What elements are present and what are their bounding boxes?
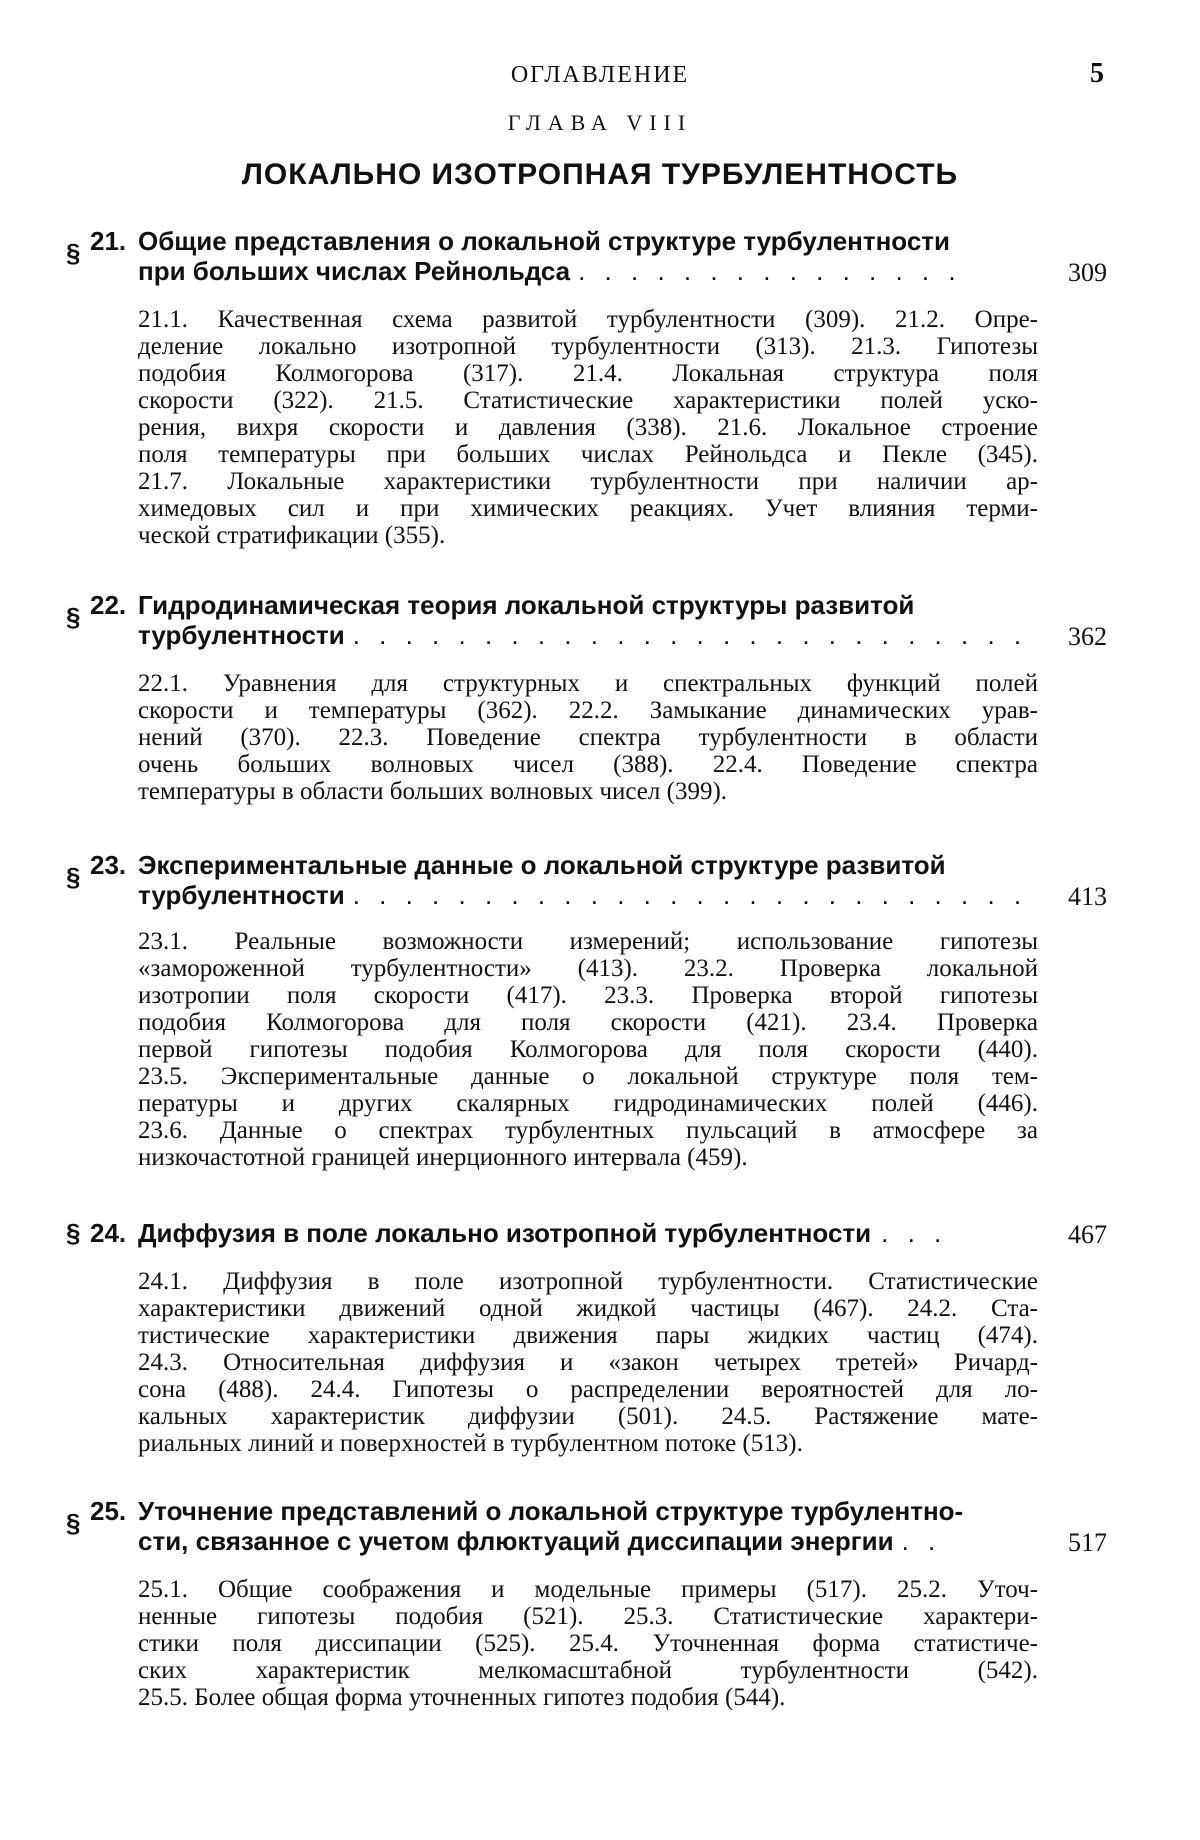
section-number: 24. bbox=[90, 1218, 127, 1248]
contents-line: риальных линий и поверхностей в турбулентном потоке (513). bbox=[138, 1430, 803, 1457]
contents-line: 23.6. Данные о спектрах турбулентных пульсаций в атмосфере за bbox=[138, 1117, 1038, 1144]
contents-line: ских характеристик мелкомасштабной турбулентности (542). bbox=[138, 1657, 1038, 1684]
contents-line: деление локально изотропной турбулентности (313). 21.3. Гипотезы bbox=[138, 333, 1038, 360]
toc-section-24 bbox=[0, 1218, 1200, 1457]
contents-line: 21.7. Локальные характеристики турбулентности при наличии ар- bbox=[138, 468, 1038, 495]
section-number: 21. bbox=[90, 226, 127, 256]
section-sign: § bbox=[66, 1508, 81, 1538]
contents-line: 25.1. Общие соображения и модельные примеры (517). 25.2. Уточ- bbox=[138, 1576, 1038, 1603]
section-page-number: 517 bbox=[1068, 1528, 1107, 1557]
contents-line: очень больших волновых чисел (388). 22.4. Поведение спектра bbox=[138, 751, 1038, 778]
section-title-line1: Общие представления о локальной структуре турбулентности bbox=[138, 226, 951, 256]
chapter-title: ЛОКАЛЬНО ИЗОТРОПНАЯ ТУРБУЛЕНТНОСТЬ bbox=[241, 158, 959, 191]
contents-line: подобия Колмогорова для поля скорости (421). 23.4. Проверка bbox=[138, 1009, 1038, 1036]
contents-line: «замороженной турбулентности» (413). 23.2. Проверка локальной bbox=[138, 955, 1038, 982]
toc-section-23 bbox=[0, 850, 1200, 1171]
contents-line: 24.3. Относительная диффузия и «закон четырех третей» Ричард- bbox=[138, 1349, 1038, 1376]
section-page-number: 413 bbox=[1068, 882, 1107, 911]
section-sign: § bbox=[66, 862, 81, 892]
contents-line: низкочастотной границей инерционного интервала (459). bbox=[138, 1144, 748, 1171]
section-heading bbox=[0, 1218, 1200, 1268]
contents-line: первой гипотезы подобия Колмогорова для поля скорости (440). bbox=[138, 1036, 1038, 1063]
contents-line: скорости (322). 21.5. Статистические характеристики полей уско- bbox=[138, 387, 1038, 414]
section-heading bbox=[0, 1496, 1200, 1576]
contents-line: 22.1. Уравнения для структурных и спектральных функций полей bbox=[138, 670, 1038, 697]
contents-line: стики поля диссипации (525). 25.4. Уточненная форма статистиче- bbox=[138, 1630, 1038, 1657]
section-sign: § bbox=[66, 602, 81, 632]
section-heading bbox=[0, 226, 1200, 306]
section-number: 22. bbox=[90, 590, 127, 620]
contents-line: кальных характеристик диффузии (501). 24.5. Растяжение мате- bbox=[138, 1403, 1038, 1430]
section-contents bbox=[138, 928, 1038, 1171]
chapter-label: ГЛАВА VIII bbox=[507, 110, 693, 135]
section-title-line1: Гидродинамическая теория локальной структуры развитой bbox=[138, 590, 915, 620]
contents-line: рения, вихря скорости и давления (338). 21.6. Локальное строение bbox=[138, 414, 1038, 441]
toc-section-22 bbox=[0, 590, 1200, 805]
contents-line: тистические характеристики движения пары жидких частиц (474). bbox=[138, 1322, 1038, 1349]
contents-line: ненные гипотезы подобия (521). 25.3. Статистические характери- bbox=[138, 1603, 1038, 1630]
contents-line: нений (370). 22.3. Поведение спектра турбулентности в области bbox=[138, 724, 1038, 751]
section-title-line2: сти, связанное с учетом флюктуаций диссипации энергии . . bbox=[138, 1526, 942, 1556]
section-contents bbox=[138, 306, 1038, 549]
page-number: 5 bbox=[1090, 58, 1104, 89]
section-title-line2: турбулентности . . . . . . . . . . . . . . . . . . . . . . . . . . bbox=[138, 620, 1028, 650]
section-title-line1: Диффузия в поле локально изотропной турбулентности . . . bbox=[138, 1218, 948, 1248]
section-number: 23. bbox=[90, 850, 127, 880]
contents-line: характеристики движений одной жидкой частицы (467). 24.2. Ста- bbox=[138, 1295, 1038, 1322]
contents-line: 25.5. Более общая форма уточненных гипотез подобия (544). bbox=[138, 1684, 786, 1711]
section-page-number: 362 bbox=[1068, 622, 1107, 651]
contents-line: поля температуры при больших числах Рейнольдса и Пекле (345). bbox=[138, 441, 1038, 468]
running-head: ОГЛАВЛЕНИЕ bbox=[510, 62, 690, 88]
section-title-line1: Уточнение представлений о локальной структуре турбулентно- bbox=[138, 1496, 964, 1526]
toc-section-25 bbox=[0, 1496, 1200, 1711]
section-heading bbox=[0, 850, 1200, 930]
section-title-line2: при больших числах Рейнольдса . . . . . . . . . . . . . . . bbox=[138, 256, 962, 286]
section-title-line1: Экспериментальные данные о локальной структуре развитой bbox=[138, 850, 946, 880]
contents-line: скорости и температуры (362). 22.2. Замыкание динамических урав- bbox=[138, 697, 1038, 724]
section-title-line2: турбулентности . . . . . . . . . . . . . . . . . . . . . . . . . . bbox=[138, 880, 1028, 910]
section-page-number: 309 bbox=[1068, 258, 1107, 287]
contents-line: сона (488). 24.4. Гипотезы о распределении вероятностей для ло- bbox=[138, 1376, 1038, 1403]
contents-line: подобия Колмогорова (317). 21.4. Локальная структура поля bbox=[138, 360, 1038, 387]
contents-line: 21.1. Качественная схема развитой турбулентности (309). 21.2. Опре- bbox=[138, 306, 1038, 333]
contents-line: ческой стратификации (355). bbox=[138, 522, 446, 549]
contents-line: 24.1. Диффузия в поле изотропной турбулентности. Статистические bbox=[138, 1268, 1038, 1295]
contents-line: изотропии поля скорости (417). 23.3. Проверка второй гипотезы bbox=[138, 982, 1038, 1009]
section-contents bbox=[138, 670, 1038, 805]
contents-line: пературы и других скалярных гидродинамических полей (446). bbox=[138, 1090, 1038, 1117]
contents-line: 23.1. Реальные возможности измерений; использование гипотезы bbox=[138, 928, 1038, 955]
section-contents bbox=[138, 1268, 1038, 1457]
section-contents bbox=[138, 1576, 1038, 1711]
contents-line: 23.5. Экспериментальные данные о локальной структуре поля тем- bbox=[138, 1063, 1038, 1090]
section-page-number: 467 bbox=[1068, 1220, 1107, 1249]
contents-line: температуры в области больших волновых чисел (399). bbox=[138, 778, 728, 805]
section-heading bbox=[0, 590, 1200, 670]
section-sign: § bbox=[66, 238, 81, 268]
contents-line: химедовых сил и при химических реакциях. Учет влияния терми- bbox=[138, 495, 1038, 522]
section-number: 25. bbox=[90, 1496, 127, 1526]
toc-section-21 bbox=[0, 226, 1200, 549]
section-sign: § bbox=[66, 1218, 81, 1248]
